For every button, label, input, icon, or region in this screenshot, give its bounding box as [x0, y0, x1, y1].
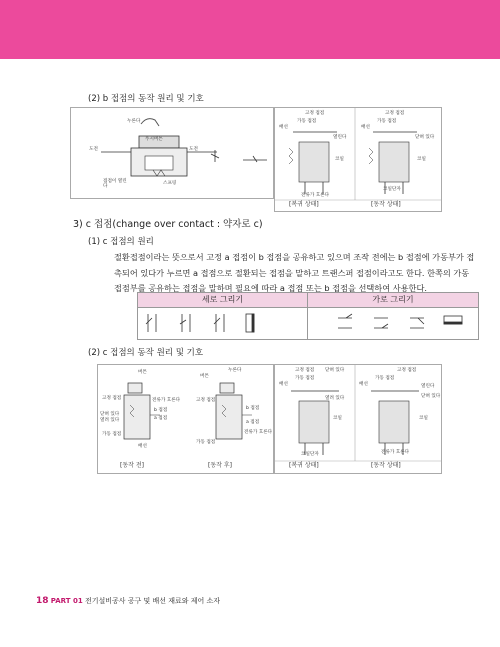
- c-label-a2: a 접점: [246, 420, 260, 425]
- table-header-vertical: 세로 그리기: [138, 293, 308, 308]
- r-label-wiring2: 배선: [361, 125, 370, 130]
- cr-label-open2: 열린다: [421, 384, 435, 389]
- r-label-terminal2: 코일단자: [383, 187, 401, 192]
- cr-label-open1: 열려 있다: [325, 396, 345, 401]
- label-cond-right: 도전: [189, 147, 198, 152]
- section-c-heading: 3) c 접점(change over contact : 약자로 c): [73, 219, 263, 230]
- cr-label-moving2: 가동 접점: [375, 376, 395, 381]
- label-spring: 스프링: [163, 181, 177, 186]
- c-label-fixed1: 고정 접점: [102, 396, 122, 401]
- cr-label-wiring1: 배선: [279, 382, 288, 387]
- finger-icon: [141, 119, 159, 126]
- r-label-close2: 닫혀 있다: [415, 135, 435, 140]
- r-label-terminal1: 전류가 흐른다: [301, 193, 330, 198]
- caption-c-operate: [동작 상태]: [371, 462, 401, 469]
- symbol-table: [137, 292, 479, 340]
- r-label-moving2: 가동 접점: [377, 119, 397, 124]
- label-cond-left: 도전: [89, 147, 98, 152]
- coil-1: [299, 142, 329, 182]
- c-symbol-h3: [410, 318, 424, 328]
- c-label-button1: 버튼: [138, 370, 147, 375]
- c-symbol-h1: [338, 314, 352, 328]
- c-coil-2: [379, 401, 409, 443]
- cr-label-moving1: 가동 접점: [295, 376, 315, 381]
- table-header-horizontal: 가로 그리기: [308, 293, 478, 308]
- caption-b-operate: [동작 상태]: [371, 201, 401, 208]
- cr-label-fixed1: 고정 접점: [295, 368, 315, 373]
- r-label-open1: 열린다: [333, 135, 347, 140]
- r-label-coil2: 코일: [417, 157, 426, 162]
- cr-label-terminal1: 코일단자: [301, 452, 319, 457]
- r-label-wiring1: 배선: [279, 125, 288, 130]
- c-label-current2: 전류가 흐른다: [244, 430, 273, 435]
- c-symbol-v2: [180, 314, 190, 332]
- part-label: PART 01: [50, 597, 83, 605]
- cr-label-coil2: 코일: [419, 416, 428, 421]
- c-label-moving1: 가동 접점: [102, 432, 122, 437]
- r-label-fixed2: 고정 접점: [385, 111, 405, 116]
- caption-b-return: [복귀 상태]: [289, 201, 319, 208]
- r-label-fixed1: 고정 접점: [305, 111, 325, 116]
- cr-label-fixed2: 고정 접점: [397, 368, 417, 373]
- caption-c-after: [동작 후]: [208, 462, 232, 469]
- operation-heading: (2) c 접점의 동작 원리 및 기호: [88, 348, 204, 358]
- c-coil-1: [299, 401, 329, 443]
- pushbutton-c-diagram: [98, 365, 273, 473]
- c-label-closed1: 닫혀 있다: [100, 412, 120, 417]
- c-label-a1: a 접점: [154, 416, 168, 421]
- r-label-coil1: 코일: [335, 157, 344, 162]
- c-label-press2: 누른다: [228, 368, 242, 373]
- c-contact-pushbutton-figure: [97, 364, 274, 474]
- r-label-moving1: 가동 접점: [297, 119, 317, 124]
- header-band: [0, 0, 500, 59]
- c-label-moving2: 가동 접점: [196, 440, 216, 445]
- footer-title: 전기설비공사 공구 및 배선 재료와 제어 소자: [84, 597, 221, 605]
- label-pushbutton: 푸시버튼: [145, 137, 163, 142]
- principle-heading: (1) c 접점의 원리: [88, 237, 154, 247]
- c-label-open1: 열려 있다: [100, 418, 120, 423]
- b-contact-relay-figure: [274, 107, 442, 212]
- b-contact-pushbutton-figure: [70, 107, 274, 199]
- caption-c-return: [복귀 상태]: [289, 462, 319, 469]
- coil-2: [379, 142, 409, 182]
- label-contact-open: 접점이 열린다: [103, 179, 127, 189]
- c-label-button2: 버튼: [200, 374, 209, 379]
- c-label-b1: b 접점: [154, 408, 168, 413]
- cr-label-wiring2: 배선: [359, 382, 368, 387]
- c-label-wiring1: 배선: [138, 444, 147, 449]
- label-press: 누른다: [127, 119, 141, 124]
- cr-label-current2: 전류가 흐른다: [381, 450, 410, 455]
- c-contact-symbols: [138, 308, 478, 338]
- c-symbol-h2: [374, 318, 388, 328]
- c-label-b2: b 접점: [246, 406, 260, 411]
- caption-c-before: [동작 전]: [120, 462, 144, 469]
- principle-paragraph: 절환접점이라는 뜻으로서 고정 a 접점이 b 접점을 공유하고 있으며 조작 전에는 b 접점에 가동부가 접촉되어 있다가 누르면 a 접점으로 절환되는 접점을 말하고 트랜스퍼 접점이라고도 한다. 한쪽의 가동 접점부를 공유하는 접점을 말하며 필요에 따라 a 접점 또는 b 접점을 선택하여 사용한다.: [114, 252, 475, 293]
- section-b-heading: (2) b 접점의 동작 원리 및 기호: [88, 94, 204, 104]
- c-contact-relay-figure: [274, 364, 442, 474]
- page-footer: [36, 596, 220, 606]
- c-symbol-v1: [146, 314, 156, 332]
- cr-label-closed1: 닫혀 있다: [325, 368, 345, 373]
- c-label-current1: 전류가 흐른다: [152, 398, 181, 403]
- cr-label-coil1: 코일: [333, 416, 342, 421]
- cr-label-closed2: 닫혀 있다: [421, 394, 441, 399]
- c-symbol-v3: [214, 314, 224, 332]
- c-label-fixed2: 고정 접점: [196, 398, 216, 403]
- page-number: 18: [36, 596, 49, 606]
